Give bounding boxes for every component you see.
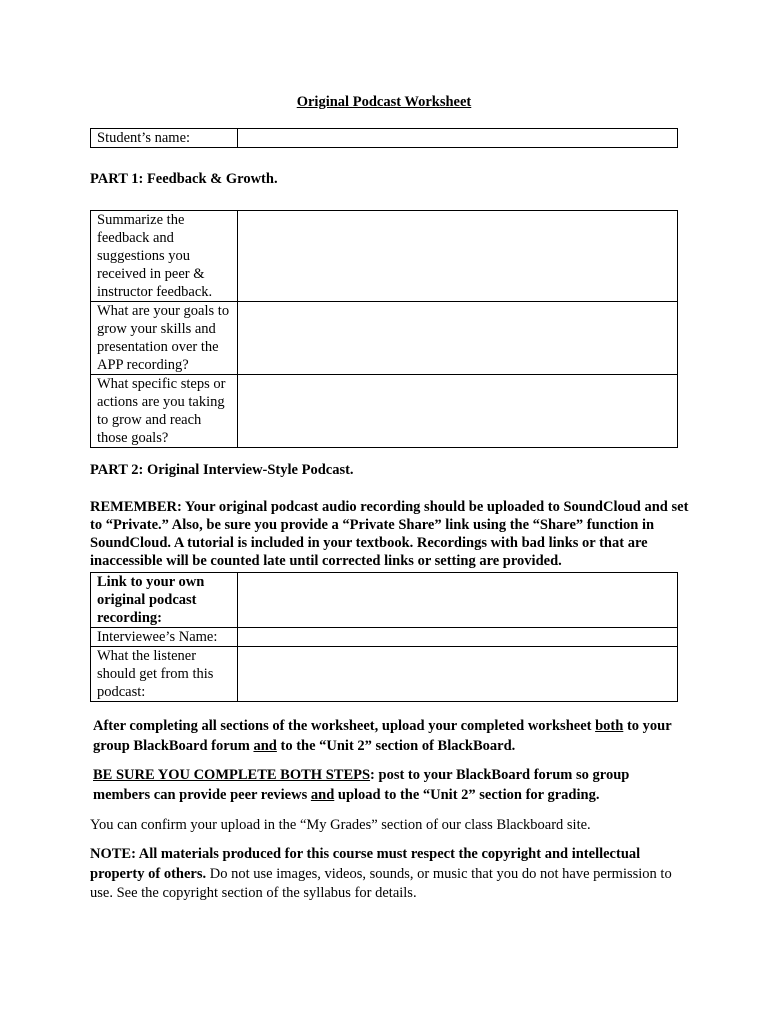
steps-field[interactable] bbox=[238, 375, 678, 448]
note-bold-text: NOTE: All materials produced for this course must respect the copyright and intellectual property of others. bbox=[90, 846, 641, 882]
feedback-summary-label: Summarize the feedback and suggestions you received in peer & instructor feedback. bbox=[91, 211, 238, 302]
be-sure-lead: BE SURE YOU COMPLETE BOTH STEPS bbox=[93, 767, 371, 783]
table-row bbox=[91, 211, 678, 302]
part2-heading: PART 2: Original Interview-Style Podcast. bbox=[90, 462, 354, 478]
student-name-label: Student’s name: bbox=[91, 129, 238, 148]
student-name-field[interactable] bbox=[238, 129, 678, 148]
be-sure-and-emphasis: and bbox=[310, 786, 335, 803]
student-name-table bbox=[90, 128, 678, 148]
goals-field[interactable] bbox=[238, 302, 678, 375]
part1-table bbox=[90, 210, 678, 448]
table-row bbox=[91, 129, 678, 148]
be-sure-text-1: : post to your BlackBoard forum so group members can provide peer reviews bbox=[93, 767, 630, 803]
podcast-link-label: Link to your own original podcast recording: bbox=[91, 573, 238, 628]
podcast-link-field[interactable] bbox=[238, 573, 678, 628]
feedback-summary-field[interactable] bbox=[238, 211, 678, 302]
goals-label: What are your goals to grow your skills and presentation over the APP recording? bbox=[91, 302, 238, 375]
table-row bbox=[91, 302, 678, 375]
after-text-1: After completing all sections of the worksheet, upload your completed worksheet bbox=[93, 718, 596, 734]
note-paragraph bbox=[90, 845, 680, 904]
note-rest-text: Do not use images, videos, sounds, or music that you do not have permission to use. See the copyright section of the syllabus for details. bbox=[90, 865, 672, 901]
be-sure-paragraph bbox=[93, 766, 683, 805]
listener-takeaway-label: What the listener should get from this podcast: bbox=[91, 647, 238, 702]
after-and-emphasis: and bbox=[253, 737, 277, 754]
confirm-upload-paragraph: You can confirm your upload in the “My Grades” section of our class Blackboard site. bbox=[90, 817, 591, 833]
part1-heading: PART 1: Feedback & Growth. bbox=[90, 171, 278, 187]
after-both-emphasis: both bbox=[595, 718, 624, 734]
after-text-3: to the “Unit 2” section of BlackBoard. bbox=[276, 737, 516, 754]
table-row bbox=[91, 573, 678, 628]
interviewee-name-field[interactable] bbox=[238, 628, 678, 647]
table-row bbox=[91, 647, 678, 702]
table-row bbox=[91, 375, 678, 448]
remember-paragraph: REMEMBER: Your original podcast audio recording should be uploaded to SoundCloud and set to “Private.” Also, be sure you provide a “Private Share” link using the “Share” function in SoundCloud. A tutorial is included in your textbook. Recordings with bad links or that are inaccessible will be counted late until corrected links or setting are provided. bbox=[90, 499, 689, 569]
steps-label: What specific steps or actions are you taking to grow and reach those goals? bbox=[91, 375, 238, 448]
table-row bbox=[91, 628, 678, 647]
listener-takeaway-field[interactable] bbox=[238, 647, 678, 702]
part2-table bbox=[90, 572, 678, 702]
after-text-2: to your group BlackBoard forum bbox=[93, 718, 672, 754]
be-sure-text-2: upload to the “Unit 2” section for grading. bbox=[334, 786, 600, 803]
page-title: Original Podcast Worksheet bbox=[296, 94, 472, 110]
interviewee-name-label: Interviewee’s Name: bbox=[91, 628, 238, 647]
after-completing-paragraph bbox=[93, 717, 683, 756]
